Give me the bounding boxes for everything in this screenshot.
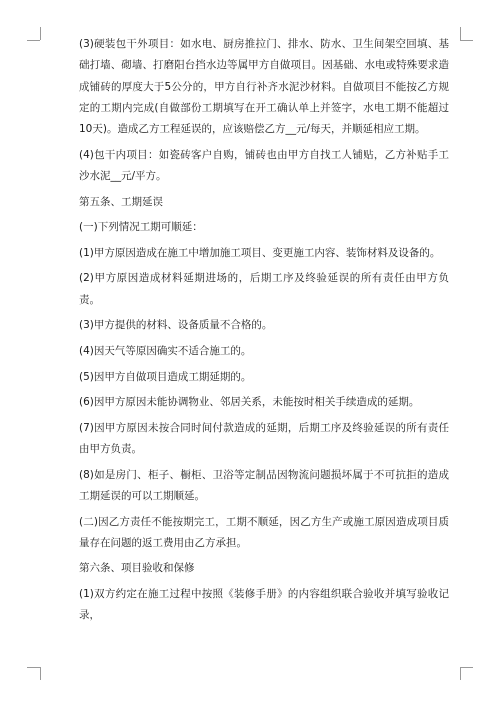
- crop-mark-bottom-right-h: [460, 667, 473, 668]
- crop-mark-bottom-left-v: [40, 667, 41, 680]
- section-heading-article-5: 第五条、工期延误: [79, 195, 163, 208]
- crop-mark-top-left-v: [40, 27, 41, 40]
- section-heading-article-6: 第六条、项目验收和保修: [79, 562, 195, 575]
- document-body: [79, 34, 449, 631]
- crop-mark-bottom-left-h: [27, 667, 40, 668]
- crop-mark-top-right-h: [460, 40, 473, 41]
- list-item: (6)因甲方原因未能协调物业、邻居关系，未能按时相关手续造成的延期。: [79, 396, 420, 409]
- list-item: (2)甲方原因造成材料延期进场的，后期工序及终验延误的所有责任由甲方负责。: [79, 272, 449, 306]
- list-item: (5)因甲方自做项目造成工期延期的。: [79, 370, 252, 383]
- paragraph-clause-3: (3)硬装包干外项目：如水电、厨房推拉门、排水、防水、卫生间架空回填、基础打墙、砌墙、打磨阳台挡水边等属甲方自做项目。因基础、水电或特殊要求造成铺砖的厚度大于5公分的，甲方自行补齐水泥沙材料。自做项目不能按乙方规定的工期内完成(自做部份工期填写在开工确认单上并签字，水电工期不能超过10天)。造成乙方工程延误的，应该赔偿乙方__元/每天，并顺延相应工期。: [79, 38, 449, 136]
- subsection-heading-extension: (一)下列情况工期可顺延：: [79, 221, 203, 234]
- list-item: (8)如是房门、柜子、橱柜、卫浴等定制品因物流问题损坏属于不可抗拒的造成工期延误的可以工期顺延。: [79, 468, 449, 502]
- list-item: (1)甲方原因造成在施工中增加施工项目、变更施工内容、装饰材料及设备的。: [79, 246, 441, 259]
- subsection-contractor-delay: (二)因乙方责任不能按期完工，工期不顺延，因乙方生产或施工原因造成项目质量存在问题的返工费用由乙方承担。: [79, 515, 449, 549]
- list-item: (4)因天气等原因确实不适合施工的。: [79, 344, 252, 357]
- paragraph-clause-4: (4)包干内项目：如瓷砖客户自购，铺砖也由甲方自找工人铺贴，乙方补贴手工沙水泥__元/平方。: [79, 148, 449, 183]
- list-item: (3)甲方提供的材料、设备质量不合格的。: [79, 319, 273, 332]
- crop-mark-bottom-right-v: [460, 667, 461, 680]
- list-item: (7)因甲方原因未按合同时间付款造成的延期，后期工序及终验延误的所有责任由甲方负责。: [79, 421, 449, 456]
- crop-mark-top-right-v: [460, 27, 461, 40]
- list-item: (1)双方约定在施工过程中按照《装修手册》的内容组织联合验收并填写验收记录，: [79, 587, 449, 622]
- crop-mark-top-left-h: [27, 40, 40, 41]
